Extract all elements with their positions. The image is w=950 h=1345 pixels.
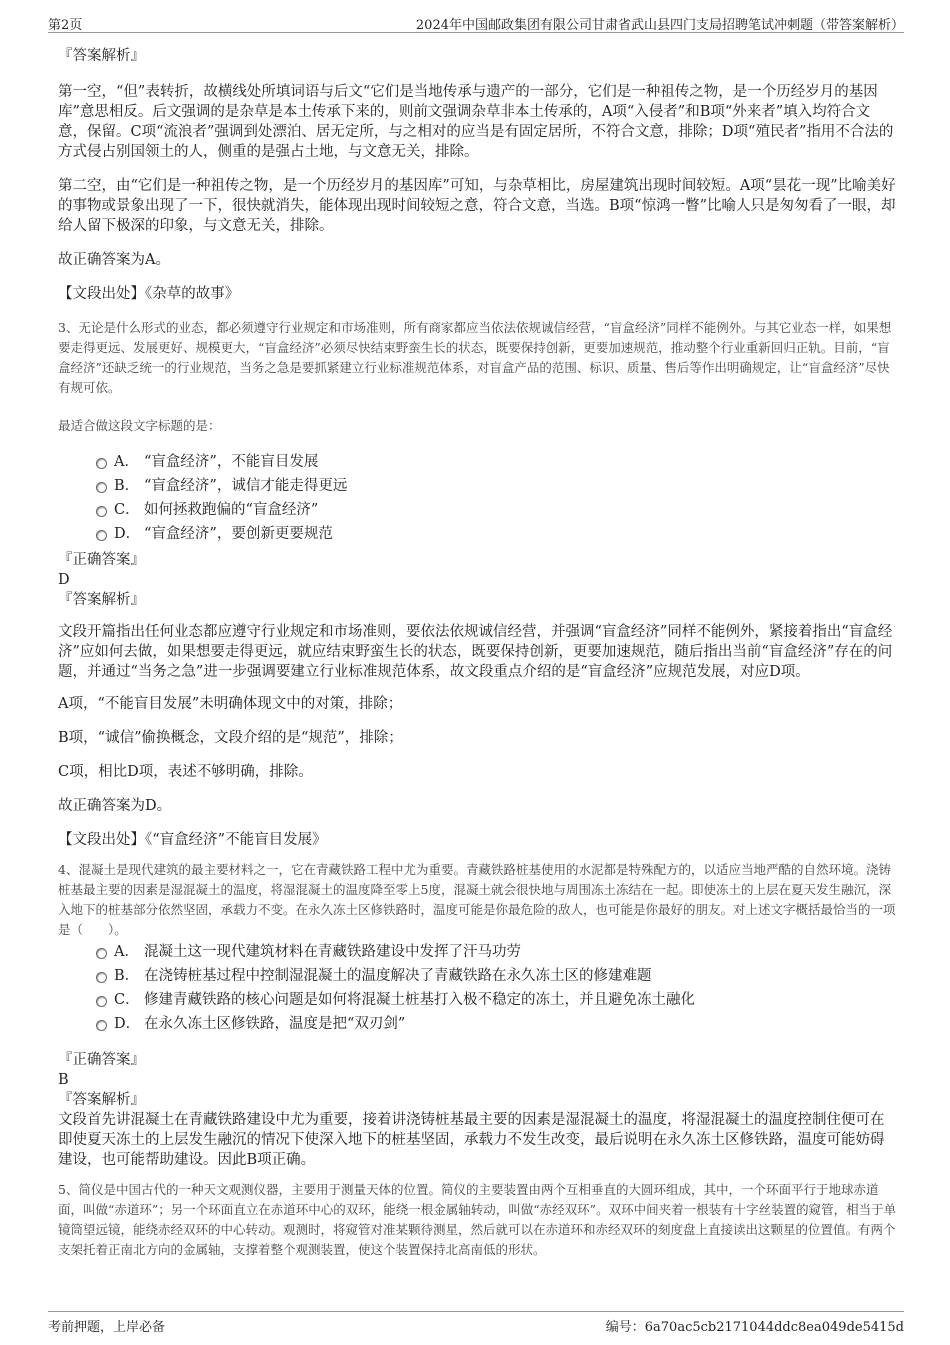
page-header <box>48 12 904 33</box>
footer-slogan: 考前押题，上岸必备 <box>48 1320 166 1335</box>
q3-answer-label: 『正确答案』 <box>58 552 145 568</box>
q3-options <box>58 450 898 546</box>
q2-analysis-label: 『答案解析』 <box>58 48 145 64</box>
q4-answer-label: 『正确答案』 <box>58 1052 145 1068</box>
radio-icon[interactable] <box>96 1020 107 1031</box>
radio-icon[interactable] <box>96 530 107 541</box>
q3-analysis-label: 『答案解析』 <box>58 592 145 608</box>
q2-analysis-para1: 第一空，“但”表转折，故横线处所填词语与后文“它们是当地传承与遗产的一部分，它们是一种祖传之物，是一个历经岁月的基因库”意思相反。后文强调的是杂草是本土传承下来的，则前文强调杂草非本土传承的，A项“入侵者”和B项“外来者”填入均符合文意，保留。C项“流浪者”强调到处漂泊、居无定所，与之相对的应当是有固定居所，不符合文意，排除；D项“殖民者”指用不合法的方式侵占别国领土的人，侧重的是强占土地，与文意无关，排除。 <box>58 84 894 160</box>
q3-answer: D <box>58 572 70 588</box>
radio-icon[interactable] <box>96 972 107 983</box>
q3-note-a: A项，“不能盲目发展”未明确体现文中的对策，排除； <box>58 696 403 712</box>
q3-note-c: C项，相比D项，表述不够明确，排除。 <box>58 764 313 780</box>
q3-question: 最适合做这段文字标题的是： <box>58 418 221 433</box>
q3-note-b: B项，“诚信”偷换概念，文段介绍的是“规范”，排除； <box>58 730 403 746</box>
q2-analysis-para2: 第二空，由“它们是一种祖传之物，是一个历经岁月的基因库”可知，与杂草相比，房屋建筑出现时间较短。A项“昙花一现”比喻美好的事物或景象出现了一下，很快就消失，能体现出现时间较短之意，符合文意，当选。B项“惊鸿一瞥”比喻人只是匆匆看了一眼，却给人留下极深的印象，与文意无关，排除。 <box>58 178 896 234</box>
radio-icon[interactable] <box>96 996 107 1007</box>
q3-conclusion: 故正确答案为D。 <box>58 798 172 814</box>
q5-stem: 5、简仪是中国古代的一种天文观测仪器，主要用于测量天体的位置。简仪的主要装置由两个互相垂直的大圆环组成，其中，一个环面平行于地球赤道面，叫做“赤道环”；另一个环面直立在赤道环中心的双环，能绕一根金属轴转动，叫做“赤经双环”。双环中间夹着一根装有十字丝装置的窥管，相当于单镜筒望远镜，能绕赤经双环的中心转动。观测时，将窥管对准某颗待测星，然后就可以在赤道环和赤经双环的刻度盘上直接读出这颗星的位置值。有两个支架托着正南北方向的金属轴，支撑着整个观测装置，使这个装置保持北高南低的形状。 <box>58 1182 897 1257</box>
q3-option-d[interactable]: D． “盲盒经济”，要创新更要规范 <box>58 522 898 546</box>
q4-option-a[interactable]: A． 混凝土这一现代建筑材料在青藏铁路建设中发挥了汗马功劳 <box>58 940 898 964</box>
q4-option-d[interactable]: D． 在永久冻土区修铁路，温度是把“双刃剑” <box>58 1012 898 1036</box>
footer-serial: 编号：6a70ac5cb2171044ddc8ea049de5415d <box>605 1320 904 1335</box>
q3-source: 【文段出处】《“盲盒经济”不能盲目发展》 <box>58 832 327 848</box>
q3-option-b[interactable]: B． “盲盒经济”，诚信才能走得更远 <box>58 474 898 498</box>
radio-icon[interactable] <box>96 948 107 959</box>
q3-option-a[interactable]: A． “盲盒经济”，不能盲目发展 <box>58 450 898 474</box>
document-title: 2024年中国邮政集团有限公司甘肃省武山县四门支局招聘笔试冲刺题（带答案解析） <box>415 18 904 33</box>
q2-source: 【文段出处】《杂草的故事》 <box>58 286 240 302</box>
q4-analysis: 文段首先讲混凝土在青藏铁路建设中尤为重要，接着讲浇铸桩基最主要的因素是湿混凝土的温度，将湿混凝土的温度控制住便可在即使夏天冻土的上层发生融沉的情况下使深入地下的桩基坚固，承载力不发生改变，最后说明在永久冻土区修铁路，温度可能妨碍建设，也可能帮助建设。因此B项正确。 <box>58 1112 885 1168</box>
q4-stem: 4、混凝土是现代建筑的最主要材料之一，它在青藏铁路工程中尤为重要。青藏铁路桩基使用的水泥都是特殊配方的，以适应当地严酷的自然环境。浇铸桩基最主要的因素是湿混凝土的温度，将湿混凝土的温度降至零上5度，混凝土就会很快地与周围冻土冻结在一起。即使冻土的上层在夏天发生融沉，深入地下的桩基部分依然坚固，承载力不变。在永久冻土区修铁路时，温度可能是你最危险的敌人，也可能是你最好的朋友。对上述文字概括最恰当的一项是（ ）。 <box>58 862 896 937</box>
q4-option-b[interactable]: B． 在浇铸桩基过程中控制湿混凝土的温度解决了青藏铁路在永久冻土区的修建难题 <box>58 964 898 988</box>
radio-icon[interactable] <box>96 506 107 517</box>
radio-icon[interactable] <box>96 458 107 469</box>
q3-analysis: 文段开篇指出任何业态都应遵守行业规定和市场准则，要依法依规诚信经营，并强调“盲盒经济”同样不能例外，紧接着指出“盲盒经济”应如何去做，如果想要走得更远，就应结束野蛮生长的状态，既要保持创新，更要加速规范，随后指出当前“盲盒经济”存在的问题，并通过“当务之急”进一步强调要建立行业标准规范体系，故文段重点介绍的是“盲盒经济”应规范发展，对应D项。 <box>58 624 893 680</box>
page-footer <box>48 1311 904 1335</box>
radio-icon[interactable] <box>96 482 107 493</box>
q3-stem: 3、无论是什么形式的业态，都必须遵守行业规定和市场准则，所有商家都应当依法依规诚信经营，“盲盒经济”同样不能例外。与其它业态一样，如果想要走得更远、发展更好、规模更大，“盲盒经济”必须尽快结束野蛮生长的状态，既要保持创新，更要加速规范，推动整个行业重新回归正轨。目前，“盲盒经济”还缺乏统一的行业规范，当务之急是要抓紧建立行业标准规范体系，对盲盒产品的范围、标识、质量、售后等作出明确规定，让“盲盒经济”尽快有规可依。 <box>58 320 892 395</box>
page-number: 第2页 <box>48 18 83 33</box>
q4-options <box>58 940 898 1036</box>
q4-answer: B <box>58 1072 69 1088</box>
q2-conclusion: 故正确答案为A。 <box>58 252 170 268</box>
q4-analysis-label: 『答案解析』 <box>58 1092 145 1108</box>
q4-option-c[interactable]: C． 修建青藏铁路的核心问题是如何将混凝土桩基打入极不稳定的冻土，并且避免冻土融化 <box>58 988 898 1012</box>
page-content <box>58 44 898 1260</box>
q3-option-c[interactable]: C． 如何拯救跑偏的“盲盒经济” <box>58 498 898 522</box>
